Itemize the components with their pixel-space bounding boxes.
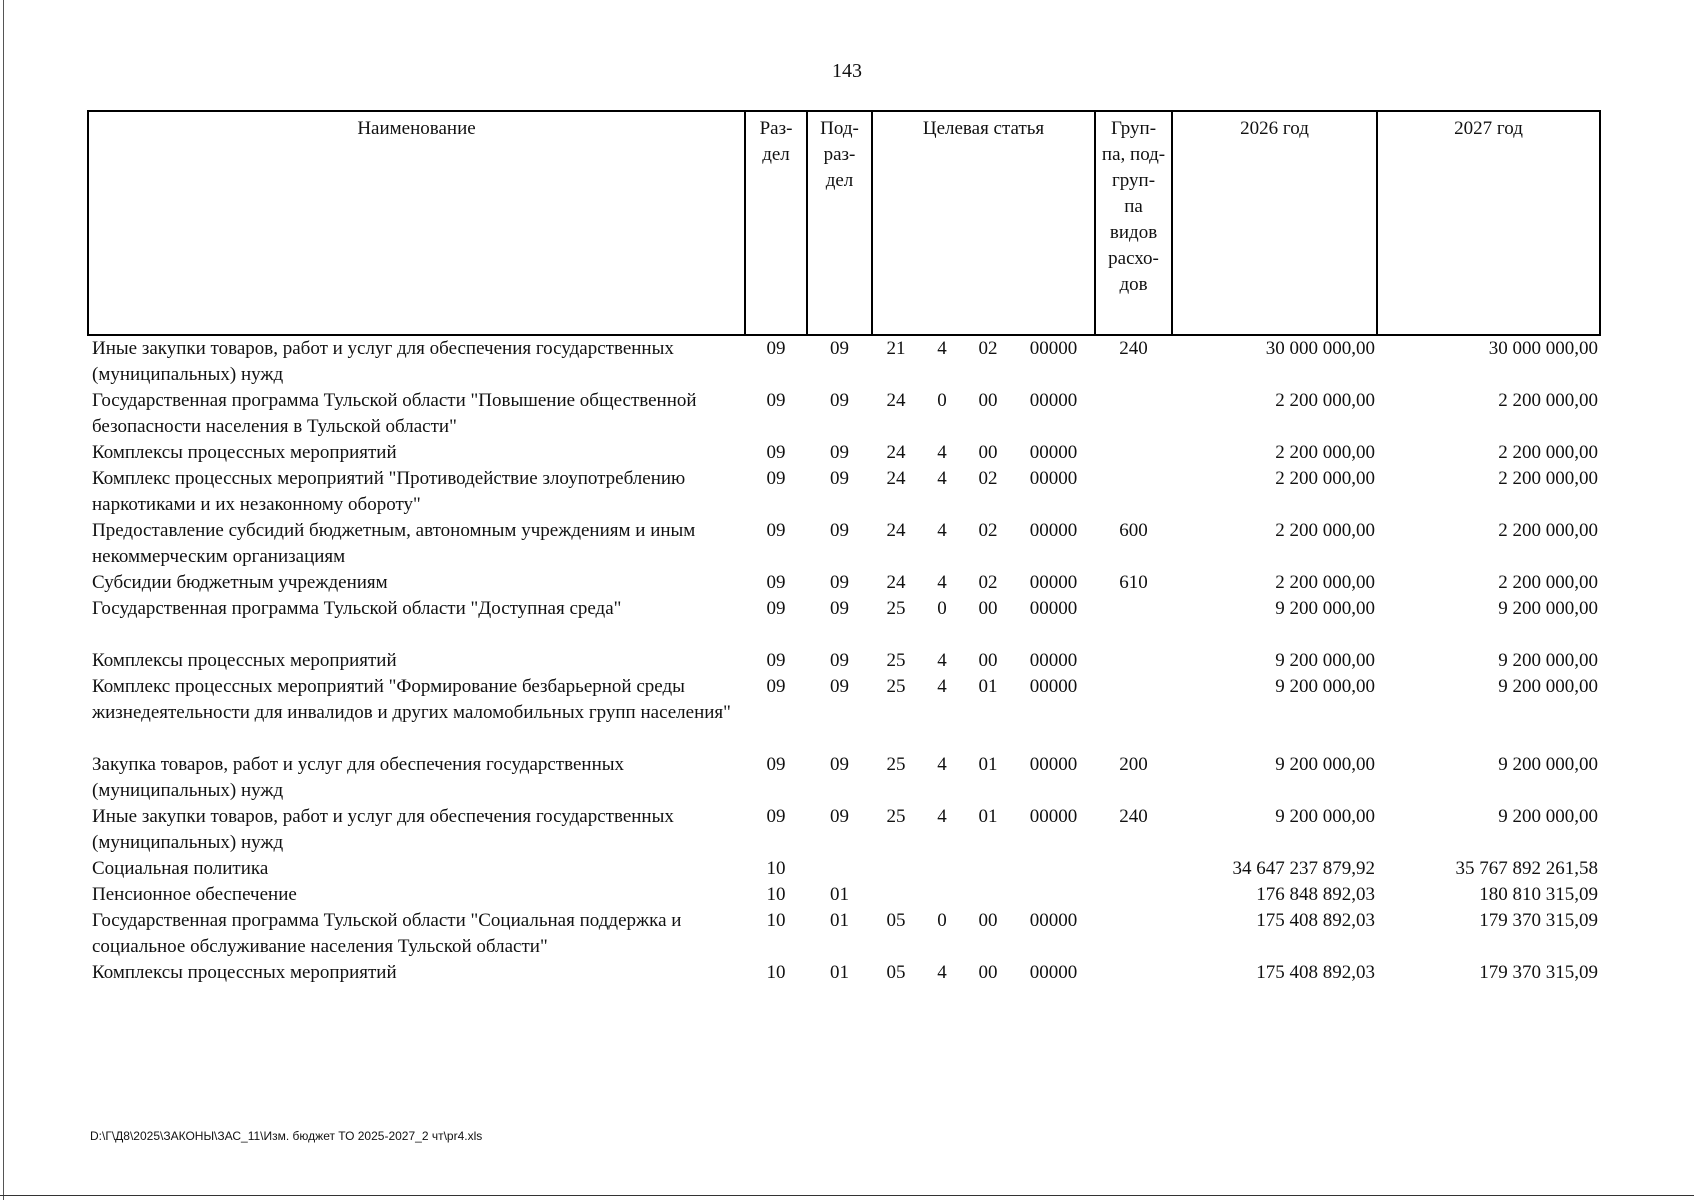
cell-target-1: 24: [886, 520, 906, 541]
cell-target-2: 0: [937, 598, 947, 619]
cell-name: Иные закупки товаров, работ и услуг для обеспечения государственных (муниципальных) нужд: [92, 806, 674, 853]
scan-edge-left: [3, 0, 4, 1200]
cell-section: 10: [766, 858, 786, 879]
cell-target-1: [872, 882, 920, 908]
cell-group: [1095, 856, 1172, 882]
cell-target-4: 00000: [1029, 754, 1078, 775]
cell-2026: 2 200 000,00: [1275, 572, 1376, 593]
cell-section: 10: [766, 884, 786, 905]
cell-target-2: 4: [937, 754, 947, 775]
cell-group: [1095, 440, 1172, 466]
cell-2026: 176 848 892,03: [1256, 884, 1376, 905]
header-name: Наименование: [88, 111, 745, 335]
header-group: Груп- па, под- груп- па видов расхо- дов: [1095, 111, 1172, 335]
cell-target-1: [872, 856, 920, 882]
page-number: 143: [832, 60, 862, 82]
table-row: [88, 856, 1600, 882]
cell-section: 09: [766, 676, 786, 697]
cell-target-3: 02: [978, 338, 998, 359]
cell-group: [1095, 882, 1172, 908]
cell-section: 10: [766, 910, 786, 931]
cell-group: [1095, 596, 1172, 648]
cell-subsection: 09: [830, 468, 849, 489]
cell-2026: 9 200 000,00: [1275, 650, 1376, 671]
cell-group: 600: [1119, 520, 1148, 541]
cell-2027: 9 200 000,00: [1498, 598, 1599, 619]
table-row: [88, 466, 1600, 518]
cell-subsection: 09: [830, 390, 849, 411]
cell-subsection: 09: [830, 598, 849, 619]
cell-2027: 2 200 000,00: [1498, 520, 1599, 541]
cell-section: 09: [766, 468, 786, 489]
cell-2027: 9 200 000,00: [1498, 806, 1599, 827]
budget-table: [87, 110, 1601, 1012]
cell-2026: 30 000 000,00: [1265, 338, 1376, 359]
cell-group: [1095, 648, 1172, 674]
cell-2026: 9 200 000,00: [1275, 676, 1376, 697]
table-row: [88, 674, 1600, 752]
cell-target-2: 4: [937, 338, 947, 359]
cell-target-2: 4: [937, 806, 947, 827]
cell-target-4: 00000: [1029, 442, 1078, 463]
table-row: [88, 335, 1600, 388]
cell-target-1: 05: [886, 962, 906, 983]
cell-target-4: 00000: [1029, 962, 1078, 983]
table-row: [88, 804, 1600, 856]
cell-2027: 9 200 000,00: [1498, 676, 1599, 697]
cell-subsection: 09: [830, 754, 849, 775]
cell-name: Государственная программа Тульской области "Повышение общественной безопасности населения в Тульской области": [92, 390, 697, 437]
cell-target-3: 00: [978, 390, 998, 411]
cell-group: [1095, 466, 1172, 518]
cell-group: 200: [1119, 754, 1148, 775]
cell-group: [1095, 908, 1172, 960]
cell-subsection: 09: [830, 650, 849, 671]
header-section: Раз- дел: [745, 111, 807, 335]
cell-target-3: 00: [978, 598, 998, 619]
cell-target-2: 4: [937, 442, 947, 463]
cell-subsection: 01: [830, 962, 849, 983]
cell-target-2: 4: [937, 962, 947, 983]
table-row: [88, 440, 1600, 466]
table-row: [88, 570, 1600, 596]
cell-target-1: 25: [886, 598, 906, 619]
cell-section: 09: [766, 806, 786, 827]
cell-name: Социальная политика: [92, 858, 269, 879]
table-header-row: [88, 111, 1600, 335]
cell-target-2: 0: [937, 390, 947, 411]
cell-section: 09: [766, 338, 786, 359]
cell-section: 09: [766, 442, 786, 463]
cell-2027: 9 200 000,00: [1498, 754, 1599, 775]
cell-2026: 175 408 892,03: [1256, 962, 1376, 983]
cell-2027: 2 200 000,00: [1498, 468, 1599, 489]
cell-target-1: 24: [886, 572, 906, 593]
cell-subsection: 09: [830, 338, 849, 359]
cell-target-3: 01: [978, 806, 998, 827]
cell-target-4: 00000: [1029, 598, 1078, 619]
cell-name: Субсидии бюджетным учреждениям: [92, 572, 388, 593]
cell-2027: 2 200 000,00: [1498, 442, 1599, 463]
cell-target-4: [1012, 882, 1095, 908]
cell-2026: 2 200 000,00: [1275, 442, 1376, 463]
cell-target-4: 00000: [1029, 676, 1078, 697]
cell-target-1: 25: [886, 676, 906, 697]
cell-target-3: 02: [978, 520, 998, 541]
cell-target-1: 25: [886, 754, 906, 775]
cell-subsection: 09: [830, 676, 849, 697]
cell-2026: 34 647 237 879,92: [1232, 858, 1376, 879]
cell-name: Комплекс процессных мероприятий "Противодействие злоупотреблению наркотиками и их незаконному обороту": [92, 468, 686, 515]
cell-target-2: 4: [937, 650, 947, 671]
cell-subsection: 09: [830, 442, 849, 463]
cell-2026: 2 200 000,00: [1275, 520, 1376, 541]
cell-target-4: 00000: [1029, 910, 1078, 931]
cell-target-3: [964, 882, 1012, 908]
cell-group: [1095, 388, 1172, 440]
cell-name: Комплексы процессных мероприятий: [92, 442, 397, 463]
scan-edge-bottom: [0, 1195, 1694, 1196]
cell-2027: 179 370 315,09: [1479, 910, 1599, 931]
cell-name: Иные закупки товаров, работ и услуг для обеспечения государственных (муниципальных) нужд: [92, 338, 674, 385]
cell-subsection: 09: [830, 520, 849, 541]
cell-2027: 2 200 000,00: [1498, 390, 1599, 411]
table-row: [88, 882, 1600, 908]
cell-target-4: 00000: [1029, 520, 1078, 541]
cell-group: 240: [1119, 806, 1148, 827]
table-row: [88, 518, 1600, 570]
cell-section: 09: [766, 650, 786, 671]
cell-2026: 2 200 000,00: [1275, 468, 1376, 489]
cell-2027: 30 000 000,00: [1488, 338, 1599, 359]
table-row: [88, 388, 1600, 440]
cell-subsection: 09: [830, 572, 849, 593]
cell-target-1: 25: [886, 650, 906, 671]
cell-2027: 9 200 000,00: [1498, 650, 1599, 671]
cell-group: [1095, 960, 1172, 1012]
cell-target-2: [920, 856, 964, 882]
header-2027: 2027 год: [1377, 111, 1600, 335]
cell-target-1: 05: [886, 910, 906, 931]
table-row: [88, 908, 1600, 960]
cell-2027: 2 200 000,00: [1498, 572, 1599, 593]
cell-target-1: 24: [886, 442, 906, 463]
cell-name: Предоставление субсидий бюджетным, автономным учреждениям и иным некоммерческим организациям: [92, 520, 696, 567]
cell-2027: 35 767 892 261,58: [1455, 858, 1599, 879]
cell-name: Закупка товаров, работ и услуг для обеспечения государственных (муниципальных) нужд: [92, 754, 625, 801]
cell-target-4: 00000: [1029, 806, 1078, 827]
cell-target-3: 00: [978, 910, 998, 931]
cell-name: Пенсионное обеспечение: [92, 884, 297, 905]
cell-subsection: 01: [830, 910, 849, 931]
cell-target-2: 4: [937, 520, 947, 541]
cell-2026: 9 200 000,00: [1275, 806, 1376, 827]
cell-target-3: 00: [978, 962, 998, 983]
cell-group: [1095, 674, 1172, 752]
cell-name: Комплексы процессных мероприятий: [92, 650, 397, 671]
cell-target-4: 00000: [1029, 650, 1078, 671]
cell-name: Комплекс процессных мероприятий "Формирование безбарьерной среды жизнедеятельности для инвалидов и других маломобильных групп населения": [92, 676, 731, 723]
cell-target-2: 0: [937, 910, 947, 931]
cell-target-4: 00000: [1029, 390, 1078, 411]
cell-name: Комплексы процессных мероприятий: [92, 962, 397, 983]
cell-section: 09: [766, 754, 786, 775]
cell-subsection: [807, 856, 872, 882]
cell-target-3: [964, 856, 1012, 882]
table-row: [88, 960, 1600, 1012]
cell-group: 240: [1119, 338, 1148, 359]
cell-2026: 9 200 000,00: [1275, 754, 1376, 775]
cell-target-3: 00: [978, 442, 998, 463]
cell-2027: 179 370 315,09: [1479, 962, 1599, 983]
cell-section: 09: [766, 572, 786, 593]
cell-subsection: 01: [830, 884, 849, 905]
cell-target-3: 00: [978, 650, 998, 671]
header-target: Целевая статья: [872, 111, 1095, 335]
cell-section: 09: [766, 520, 786, 541]
table-row: [88, 648, 1600, 674]
cell-section: 10: [766, 962, 786, 983]
table-row: [88, 596, 1600, 648]
cell-group: 610: [1119, 572, 1148, 593]
cell-name: Государственная программа Тульской области "Доступная среда": [92, 598, 622, 619]
cell-target-4: 00000: [1029, 338, 1078, 359]
file-path: D:\Г\Д8\2025\ЗАКОНЫ\ЗАС_11\Изм. бюджет ТО 2025-2027_2 чт\pr4.xls: [90, 1129, 483, 1143]
cell-target-3: 02: [978, 572, 998, 593]
cell-target-4: 00000: [1029, 572, 1078, 593]
cell-target-1: 21: [886, 338, 906, 359]
cell-target-3: 02: [978, 468, 998, 489]
cell-section: 09: [766, 598, 786, 619]
cell-2027: 180 810 315,09: [1479, 884, 1599, 905]
cell-target-2: [920, 882, 964, 908]
table-row: [88, 752, 1600, 804]
cell-target-3: 01: [978, 754, 998, 775]
cell-target-1: 24: [886, 390, 906, 411]
cell-2026: 9 200 000,00: [1275, 598, 1376, 619]
cell-name: Государственная программа Тульской области "Социальная поддержка и социальное обслуживание населения Тульской области": [92, 910, 682, 957]
cell-target-4: [1012, 856, 1095, 882]
cell-target-3: 01: [978, 676, 998, 697]
cell-2026: 2 200 000,00: [1275, 390, 1376, 411]
cell-2026: 175 408 892,03: [1256, 910, 1376, 931]
cell-subsection: 09: [830, 806, 849, 827]
cell-target-2: 4: [937, 572, 947, 593]
cell-target-1: 25: [886, 806, 906, 827]
cell-section: 09: [766, 390, 786, 411]
header-2026: 2026 год: [1172, 111, 1377, 335]
header-subsection: Под- раз- дел: [807, 111, 872, 335]
cell-target-2: 4: [937, 468, 947, 489]
cell-target-2: 4: [937, 676, 947, 697]
cell-target-1: 24: [886, 468, 906, 489]
cell-target-4: 00000: [1029, 468, 1078, 489]
